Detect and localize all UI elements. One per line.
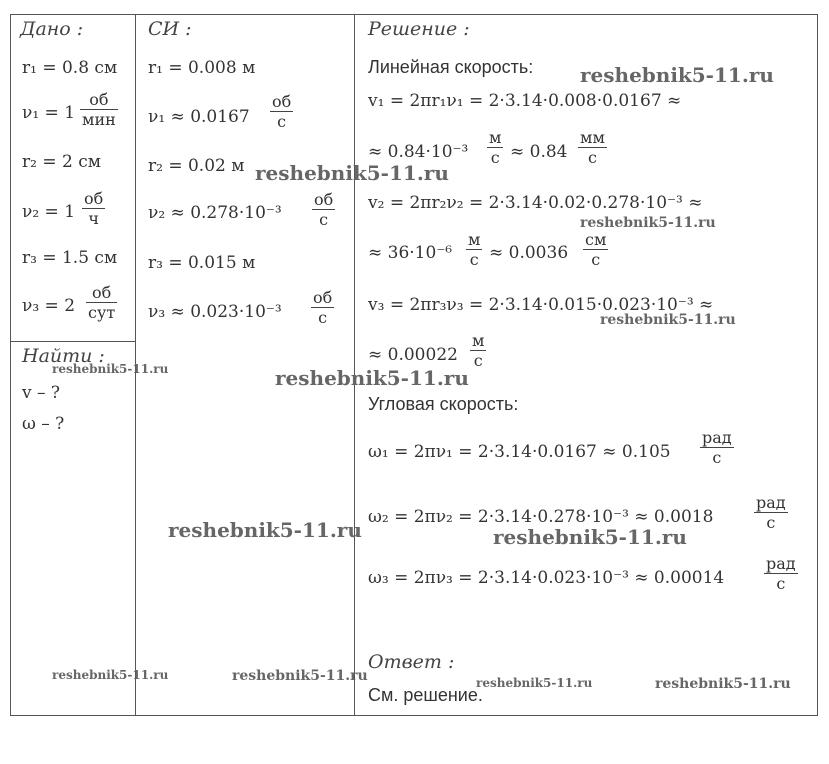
watermark: reshebnik5-11.ru xyxy=(275,366,469,390)
omega1-formula: ω₁ = 2πν₁ = 2·3.14·0.0167 ≈ 0.105 xyxy=(368,442,671,462)
given-nu3: ν₃ = 2 xyxy=(22,296,76,316)
linear-speed-title: Линейная скорость: xyxy=(368,57,534,77)
omega3-formula: ω₃ = 2πν₃ = 2·3.14·0.023·10⁻³ ≈ 0.00014 xyxy=(368,568,725,588)
given-r3: r₃ = 1.5 см xyxy=(22,248,118,268)
si-nu1: ν₁ ≈ 0.0167 xyxy=(148,107,250,127)
v1-result-b-unit: мм с xyxy=(580,128,605,167)
given-r1: r₁ = 0.8 см xyxy=(22,58,118,78)
watermark: reshebnik5-11.ru xyxy=(52,668,169,682)
v3-result: ≈ 0.00022 xyxy=(368,345,458,365)
find-v: v – ? xyxy=(22,383,61,403)
omega2-formula: ω₂ = 2πν₂ = 2·3.14·0.278·10⁻³ ≈ 0.0018 xyxy=(368,507,714,527)
v2-result-b-unit: см с xyxy=(585,230,607,269)
v1-formula: v₁ = 2πr₁ν₁ = 2·3.14·0.008·0.0167 ≈ xyxy=(368,91,682,111)
watermark: reshebnik5-11.ru xyxy=(476,676,593,690)
si-r2: r₂ = 0.02 м xyxy=(148,156,245,176)
si-nu2: ν₂ ≈ 0.278·10⁻³ xyxy=(148,203,282,223)
watermark: reshebnik5-11.ru xyxy=(655,676,791,692)
omega1-unit: рад с xyxy=(702,428,732,467)
v2-result-a-unit: м с xyxy=(468,230,481,269)
watermark: reshebnik5-11.ru xyxy=(580,215,716,231)
v2-result-b: ≈ 0.0036 xyxy=(489,243,569,263)
si-header: СИ : xyxy=(148,18,192,40)
si-nu3-unit: об с xyxy=(313,288,333,327)
si-nu2-unit: об с xyxy=(314,190,334,229)
given-nu2: ν₂ = 1 xyxy=(22,202,76,222)
watermark: reshebnik5-11.ru xyxy=(255,161,449,185)
v1-result-a: ≈ 0.84·10⁻³ xyxy=(368,142,469,162)
omega3-unit: рад с xyxy=(766,554,796,593)
v1-result-a-unit: м с xyxy=(489,128,502,167)
v2-formula: v₂ = 2πr₂ν₂ = 2·3.14·0.02·0.278·10⁻³ ≈ xyxy=(368,193,703,213)
watermark: reshebnik5-11.ru xyxy=(52,362,169,376)
v3-result-unit: м с xyxy=(472,331,485,370)
given-nu1: ν₁ = 1 xyxy=(22,103,76,123)
si-r3: r₃ = 0.015 м xyxy=(148,253,256,273)
angular-speed-title: Угловая скорость: xyxy=(368,394,519,414)
watermark: reshebnik5-11.ru xyxy=(168,518,362,542)
given-nu1-unit: об мин xyxy=(82,90,116,129)
v1-result-b: ≈ 0.84 xyxy=(510,142,568,162)
given-nu3-unit: об сут xyxy=(88,283,116,322)
find-header: Найти : xyxy=(22,345,105,367)
si-nu1-unit: об с xyxy=(272,92,292,131)
answer-text: См. решение. xyxy=(368,685,483,705)
answer-header: Ответ : xyxy=(368,651,455,673)
column-divider-2 xyxy=(354,14,355,716)
watermark: reshebnik5-11.ru xyxy=(232,668,368,684)
si-nu3: ν₃ ≈ 0.023·10⁻³ xyxy=(148,302,282,322)
solution-header: Решение : xyxy=(368,18,470,40)
watermark: reshebnik5-11.ru xyxy=(600,312,736,328)
given-find-divider xyxy=(10,341,135,342)
watermark: reshebnik5-11.ru xyxy=(493,525,687,549)
v2-result-a: ≈ 36·10⁻⁶ xyxy=(368,243,453,263)
omega2-unit: рад с xyxy=(756,493,786,532)
given-header: Дано : xyxy=(20,18,84,40)
si-r1: r₁ = 0.008 м xyxy=(148,58,256,78)
watermark: reshebnik5-11.ru xyxy=(580,63,774,87)
given-nu2-unit: об ч xyxy=(84,189,104,228)
given-r2: r₂ = 2 см xyxy=(22,152,101,172)
find-omega: ω – ? xyxy=(22,414,65,434)
v3-formula: v₃ = 2πr₃ν₃ = 2·3.14·0.015·0.023·10⁻³ ≈ xyxy=(368,295,714,315)
